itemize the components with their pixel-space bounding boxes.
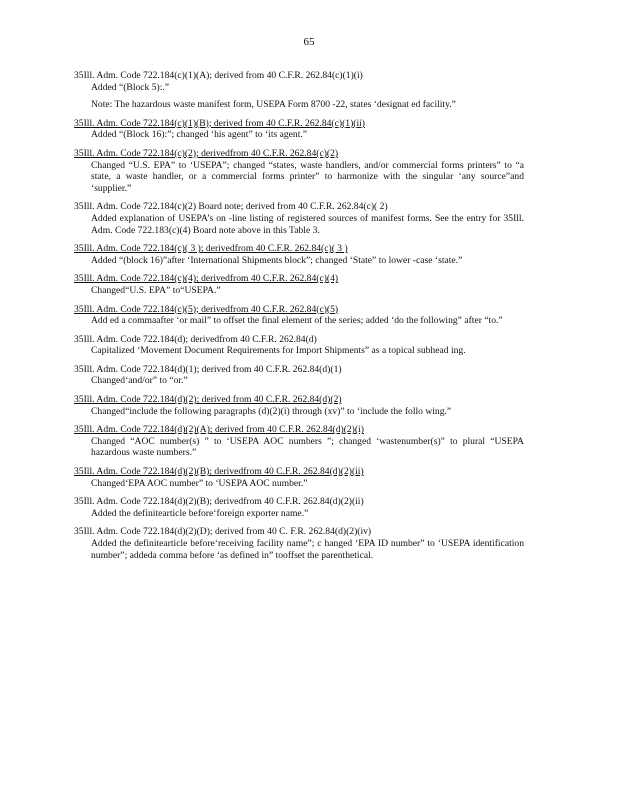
table-entry: [74, 364, 524, 387]
entry-citation: 35Ill. Adm. Code 722.184(c)(2); derivedfrom 40 C.F.R. 262.84(c)(2): [74, 147, 339, 159]
table-entry: [74, 70, 524, 111]
entry-citation: 35Ill. Adm. Code 722.184(d)(2)(B); derivedfrom 40 C.F.R. 262.84(d)(2)(ii): [74, 496, 364, 508]
entry-change-description: Added “(block 16)”after ‘International Shipments block”; changed ‘State” to lower -case ‘state.”: [91, 254, 463, 266]
table-entry: [74, 526, 524, 561]
entry-change-description: Added the definitearticle before‘receiving facility name”; c hanged ‘EPA ID number” to ‘USEPA identification number”; addeda comma before ‘as defined in” tooffset the parenthetical.: [91, 538, 524, 561]
entry-citation: 35Ill. Adm. Code 722.184(d)(2)(B); derivedfrom 40 C.F.R. 262.84(d)(2)(ii): [74, 466, 364, 478]
table-entry: [74, 466, 524, 489]
table-entry: [74, 243, 524, 266]
entry-citation: 35Ill. Adm. Code 722.184(c)(1)(A); derived from 40 C.F.R. 262.84(c)(1)(i): [74, 70, 363, 81]
entry-change-description: Changed‘EPA AOC number” to ‘USEPA AOC number.”: [91, 477, 308, 489]
page-number: 65: [303, 36, 315, 48]
entry-citation: 35Ill. Adm. Code 722.184(c)( 3 ); derivedfrom 40 C.F.R. 262.84(c)( 3 ): [74, 243, 348, 255]
table-entry: [74, 201, 524, 236]
entry-change-description: Changed “AOC number(s) ” to ‘USEPA AOC numbers ”; changed ‘wastenumber(s)” to plural “USEPA hazardous waste numbers.”: [91, 435, 524, 459]
entry-note: Note: The hazardous waste manifest form, USEPA Form 8700 -22, states ‘designat ed facility.”: [91, 99, 456, 111]
entry-change-description: Changed“include the following paragraphs (d)(2)(i) through (xv)” to ‘include the follo wing.”: [91, 405, 452, 417]
entry-change-description: Changed “U.S. EPA” to ‘USEPA”; changed “states, waste handlers, and/or commercial forms printers” to “a state, a waste handler, or a commercial forms printer” to harmonize with the singular ‘any source”and ‘supplier.”: [91, 159, 524, 194]
entry-change-description: Added the definitearticle before‘foreign exporter name.”: [91, 507, 309, 519]
entry-change-description: Add ed a commaafter ‘or mail” to offset the final element of the series; added ‘do the following” after “to.”: [91, 315, 503, 327]
table-entry: [74, 394, 524, 417]
entry-citation: 35Ill. Adm. Code 722.184(c)(4); derivedfrom 40 C.F.R. 262.84(c)(4): [74, 273, 339, 285]
table-entries: [74, 70, 524, 568]
entry-change-description: Added explanation of USEPA’s on -line listing of registered sources of manifest forms. See the entry for 35Ill. Adm. Code 722.183(c)(4) Board note above in this Table 3.: [91, 212, 524, 236]
table-entry: [74, 148, 524, 194]
table-entry: [74, 334, 524, 357]
entry-change-description: Changed‘and/or” to “or.”: [91, 375, 188, 387]
table-entry: [74, 273, 524, 296]
entry-change-description: Added “(Block 5):.”: [91, 81, 170, 93]
entry-citation: 35Ill. Adm. Code 722.184(d); derivedfrom 40 C.F.R. 262.84(d): [74, 333, 317, 345]
entry-citation: 35Ill. Adm. Code 722.184(d)(2)(A); derived from 40 C.F.R. 262.84(d)(2)(i): [74, 424, 364, 436]
entry-change-description: Added “(Block 16):”; changed ‘his agent” to ‘its agent.”: [91, 129, 308, 141]
entry-citation: 35Ill. Adm. Code 722.184(d)(1); derived from 40 C.F.R. 262.84(d)(1): [74, 363, 342, 375]
entry-citation: 35Ill. Adm. Code 722.184(c)(2) Board note; derived from 40 C.F.R. 262.84(c)( 2): [74, 201, 388, 213]
entry-citation: 35Ill. Adm. Code 722.184(d)(2); derived from 40 C.F.R. 262.84(d)(2): [74, 394, 342, 406]
table-entry: [74, 118, 524, 141]
entry-citation: 35Ill. Adm. Code 722.184(c)(5); derivedfrom 40 C.F.R. 262.84(c)(5): [74, 303, 339, 315]
entry-change-description: Changed“U.S. EPA” to“USEPA.”: [91, 284, 221, 296]
table-entry: [74, 304, 524, 327]
table-entry: [74, 424, 524, 459]
table-entry: [74, 496, 524, 519]
entry-change-description: Capitalized ‘Movement Document Requirements for Import Shipments” as a topical subhead ing.: [91, 345, 466, 357]
entry-citation: 35Ill. Adm. Code 722.184(c)(1)(B); derived from 40 C.F.R. 262.84(c)(1)(ii): [74, 117, 365, 129]
entry-citation: 35Ill. Adm. Code 722.184(d)(2)(D); derived from 40 C. F.R. 262.84(d)(2)(iv): [74, 526, 372, 538]
